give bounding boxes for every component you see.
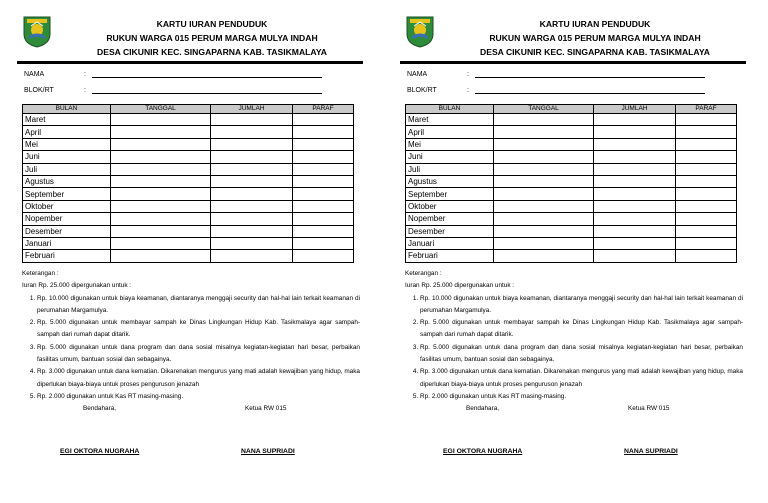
signature-cell[interactable] [293, 237, 354, 249]
signature-cell[interactable] [293, 138, 354, 150]
amount-cell[interactable] [211, 114, 293, 126]
dues-card-right [400, 0, 746, 503]
table-row [23, 250, 354, 262]
table-row [406, 213, 737, 225]
chair-name: NANA SUPRIADI [241, 448, 295, 455]
amount-cell[interactable] [211, 151, 293, 163]
amount-cell[interactable] [211, 163, 293, 175]
amount-cell[interactable] [594, 188, 676, 200]
signature-cell[interactable] [293, 163, 354, 175]
table-row [406, 163, 737, 175]
chair-title: Ketua RW 015 [628, 405, 670, 412]
table-header-row [23, 105, 354, 114]
signature-cell[interactable] [293, 188, 354, 200]
date-cell[interactable] [111, 237, 211, 249]
month-cell: Juni [23, 151, 111, 163]
chair-name: NANA SUPRIADI [624, 448, 678, 455]
regency-emblem-icon [404, 14, 436, 48]
notes-section [405, 268, 743, 403]
signature-cell[interactable] [293, 200, 354, 212]
amount-cell[interactable] [211, 138, 293, 150]
signature-cell[interactable] [676, 250, 737, 262]
amount-cell[interactable] [594, 213, 676, 225]
payment-table [405, 104, 737, 263]
month-cell: Nopember [23, 213, 111, 225]
list-item: 3. Rp. 5.000 digunakan untuk dana program dan dana sosial misalnya kegiatan-kegiatan hari besar, perbaikan fasilitas umum, bantuan sosial dan sebagainya. [37, 342, 360, 367]
signature-cell[interactable] [676, 237, 737, 249]
amount-cell[interactable] [211, 225, 293, 237]
block-rt-field [407, 87, 705, 94]
block-rt-blank-line[interactable] [475, 87, 705, 94]
table-row [406, 126, 737, 138]
date-cell[interactable] [494, 151, 594, 163]
month-cell: Februari [23, 250, 111, 262]
header-divider [17, 61, 363, 64]
table-row [23, 175, 354, 187]
month-cell: Desember [406, 225, 494, 237]
name-field [407, 71, 705, 78]
col-header-signature: PARAF [676, 105, 737, 114]
signature-cell[interactable] [293, 213, 354, 225]
block-rt-blank-line[interactable] [92, 87, 322, 94]
table-row [23, 200, 354, 212]
date-cell[interactable] [111, 225, 211, 237]
amount-cell[interactable] [211, 250, 293, 262]
list-item: 4. Rp. 3.000 digunakan untuk dana kematian. Dikarenakan mengurus yang mati adalah kewajiban yang hidup, maka diperlukan biaya-biaya untuk proses penguruson jenazah [37, 366, 360, 391]
amount-cell[interactable] [594, 163, 676, 175]
date-cell[interactable] [494, 138, 594, 150]
signature-cell[interactable] [676, 138, 737, 150]
month-cell: Juli [406, 163, 494, 175]
signature-cell[interactable] [676, 188, 737, 200]
name-label: NAMA [24, 71, 45, 78]
month-cell: Juli [23, 163, 111, 175]
treasurer-title: Bendahara, [83, 405, 117, 412]
card-title: KARTU IURAN PENDUDUK [156, 19, 268, 29]
table-row [406, 250, 737, 262]
notes-heading: Keterangan : [405, 270, 442, 277]
table-row [23, 114, 354, 126]
table-row [23, 138, 354, 150]
payment-table [22, 104, 354, 263]
notes-section [22, 268, 360, 403]
name-colon: : [467, 71, 469, 78]
treasurer-title: Bendahara, [466, 405, 500, 412]
month-cell: Agustus [23, 175, 111, 187]
table-row [23, 237, 354, 249]
month-cell: April [23, 126, 111, 138]
signature-cell[interactable] [676, 213, 737, 225]
list-item: 4. Rp. 3.000 digunakan untuk dana kematian. Dikarenakan mengurus yang mati adalah kewajiban yang hidup, maka diperlukan biaya-biaya untuk proses penguruson jenazah [420, 366, 743, 391]
signature-cell[interactable] [293, 225, 354, 237]
chair-title: Ketua RW 015 [245, 405, 287, 412]
signature-cell[interactable] [676, 126, 737, 138]
card-subtitle-address: DESA CIKUNIR KEC. SINGAPARNA KAB. TASIKMALAYA [97, 47, 327, 57]
table-header-row [406, 105, 737, 114]
block-rt-field [24, 87, 322, 94]
amount-cell[interactable] [594, 237, 676, 249]
date-cell[interactable] [111, 200, 211, 212]
month-cell: Maret [23, 114, 111, 126]
dues-card-left [17, 0, 363, 503]
signature-cell[interactable] [293, 175, 354, 187]
date-cell[interactable] [494, 237, 594, 249]
treasurer-name: EGI OKTORA NUGRAHA [60, 448, 140, 455]
amount-cell[interactable] [594, 114, 676, 126]
card-header [440, 17, 750, 59]
month-cell: Februari [406, 250, 494, 262]
table-row [23, 213, 354, 225]
month-cell: April [406, 126, 494, 138]
col-header-amount: JUMLAH [594, 105, 676, 114]
date-cell[interactable] [111, 188, 211, 200]
date-cell[interactable] [494, 175, 594, 187]
table-row [23, 188, 354, 200]
amount-cell[interactable] [211, 237, 293, 249]
regency-emblem-icon [21, 14, 53, 48]
month-cell: Oktober [406, 200, 494, 212]
amount-cell[interactable] [594, 126, 676, 138]
amount-cell[interactable] [211, 175, 293, 187]
table-row [406, 114, 737, 126]
treasurer-name: EGI OKTORA NUGRAHA [443, 448, 523, 455]
card-subtitle-rw: RUKUN WARGA 015 PERUM MARGA MULYA INDAH [489, 33, 701, 43]
month-cell: Desember [23, 225, 111, 237]
card-subtitle-rw: RUKUN WARGA 015 PERUM MARGA MULYA INDAH [106, 33, 318, 43]
date-cell[interactable] [494, 163, 594, 175]
col-header-date: TANGGAL [111, 105, 211, 114]
date-cell[interactable] [111, 250, 211, 262]
signature-cell[interactable] [676, 200, 737, 212]
list-item: 1. Rp. 10.000 digunakan untuk biaya keamanan, diantaranya menggaji security dan hal-hal lain terkait keamanan di perumahan Margamulya. [37, 293, 360, 318]
table-row [406, 225, 737, 237]
block-rt-label: BLOK/RT [24, 87, 54, 94]
month-cell: Agustus [406, 175, 494, 187]
table-row [406, 188, 737, 200]
card-subtitle-address: DESA CIKUNIR KEC. SINGAPARNA KAB. TASIKMALAYA [480, 47, 710, 57]
name-colon: : [84, 71, 86, 78]
col-header-date: TANGGAL [494, 105, 594, 114]
amount-cell[interactable] [594, 175, 676, 187]
table-row [406, 151, 737, 163]
name-blank-line[interactable] [92, 71, 322, 78]
date-cell[interactable] [111, 126, 211, 138]
table-row [23, 151, 354, 163]
col-header-month: BULAN [406, 105, 494, 114]
date-cell[interactable] [111, 175, 211, 187]
signature-cell[interactable] [676, 163, 737, 175]
date-cell[interactable] [494, 188, 594, 200]
month-cell: Mei [23, 138, 111, 150]
amount-cell[interactable] [594, 200, 676, 212]
date-cell[interactable] [111, 151, 211, 163]
amount-cell[interactable] [594, 250, 676, 262]
col-header-month: BULAN [23, 105, 111, 114]
date-cell[interactable] [111, 114, 211, 126]
block-rt-label: BLOK/RT [407, 87, 437, 94]
list-item: 5. Rp. 2.000 digunakan untuk Kas RT masing-masing. [37, 391, 360, 403]
amount-cell[interactable] [594, 138, 676, 150]
list-item: 2. Rp. 5.000 digunakan untuk membayar sampah ke Dinas Lingkungan Hidup Kab. Tasikmalaya agar sampah-sampah dari rumah dapat ditarik. [37, 317, 360, 342]
notes-list [405, 293, 743, 404]
card-header [57, 17, 367, 59]
table-row [406, 200, 737, 212]
date-cell[interactable] [111, 213, 211, 225]
list-item: 3. Rp. 5.000 digunakan untuk dana program dan dana sosial misalnya kegiatan-kegiatan hari besar, perbaikan fasilitas umum, bantuan sosial dan sebagainya. [420, 342, 743, 367]
name-label: NAMA [407, 71, 428, 78]
signature-cell[interactable] [293, 126, 354, 138]
notes-heading: Keterangan : [22, 270, 59, 277]
amount-cell[interactable] [211, 188, 293, 200]
col-header-signature: PARAF [293, 105, 354, 114]
month-cell: September [23, 188, 111, 200]
amount-cell[interactable] [211, 200, 293, 212]
date-cell[interactable] [494, 213, 594, 225]
notes-intro: Iuran Rp. 25.000 dipergunakan untuk : [405, 282, 515, 290]
signature-cell[interactable] [676, 225, 737, 237]
date-cell[interactable] [494, 114, 594, 126]
amount-cell[interactable] [211, 213, 293, 225]
date-cell[interactable] [111, 163, 211, 175]
signature-cell[interactable] [293, 151, 354, 163]
list-item: 1. Rp. 10.000 digunakan untuk biaya keamanan, diantaranya menggaji security dan hal-hal lain terkait keamanan di perumahan Margamulya. [420, 293, 743, 318]
table-row [406, 138, 737, 150]
month-cell: Oktober [23, 200, 111, 212]
name-field [24, 71, 322, 78]
amount-cell[interactable] [594, 225, 676, 237]
table-row [23, 163, 354, 175]
notes-list [22, 293, 360, 404]
signature-cell[interactable] [676, 175, 737, 187]
table-row [406, 175, 737, 187]
block-rt-colon: : [84, 87, 86, 94]
list-item: 5. Rp. 2.000 digunakan untuk Kas RT masing-masing. [420, 391, 743, 403]
name-blank-line[interactable] [475, 71, 705, 78]
list-item: 2. Rp. 5.000 digunakan untuk membayar sampah ke Dinas Lingkungan Hidup Kab. Tasikmalaya agar sampah-sampah dari rumah dapat ditarik. [420, 317, 743, 342]
month-cell: Januari [23, 237, 111, 249]
month-cell: September [406, 188, 494, 200]
month-cell: Januari [406, 237, 494, 249]
signature-cell[interactable] [293, 250, 354, 262]
table-row [23, 126, 354, 138]
card-title: KARTU IURAN PENDUDUK [539, 19, 651, 29]
signature-cell[interactable] [676, 151, 737, 163]
table-row [23, 225, 354, 237]
header-divider [400, 61, 746, 64]
month-cell: Maret [406, 114, 494, 126]
block-rt-colon: : [467, 87, 469, 94]
month-cell: Juni [406, 151, 494, 163]
month-cell: Nopember [406, 213, 494, 225]
col-header-amount: JUMLAH [211, 105, 293, 114]
notes-intro: Iuran Rp. 25.000 dipergunakan untuk : [22, 282, 132, 290]
date-cell[interactable] [494, 250, 594, 262]
signature-cell[interactable] [676, 114, 737, 126]
amount-cell[interactable] [211, 126, 293, 138]
table-row [406, 237, 737, 249]
date-cell[interactable] [494, 126, 594, 138]
date-cell[interactable] [494, 225, 594, 237]
date-cell[interactable] [111, 138, 211, 150]
signature-cell[interactable] [293, 114, 354, 126]
date-cell[interactable] [494, 200, 594, 212]
amount-cell[interactable] [594, 151, 676, 163]
month-cell: Mei [406, 138, 494, 150]
